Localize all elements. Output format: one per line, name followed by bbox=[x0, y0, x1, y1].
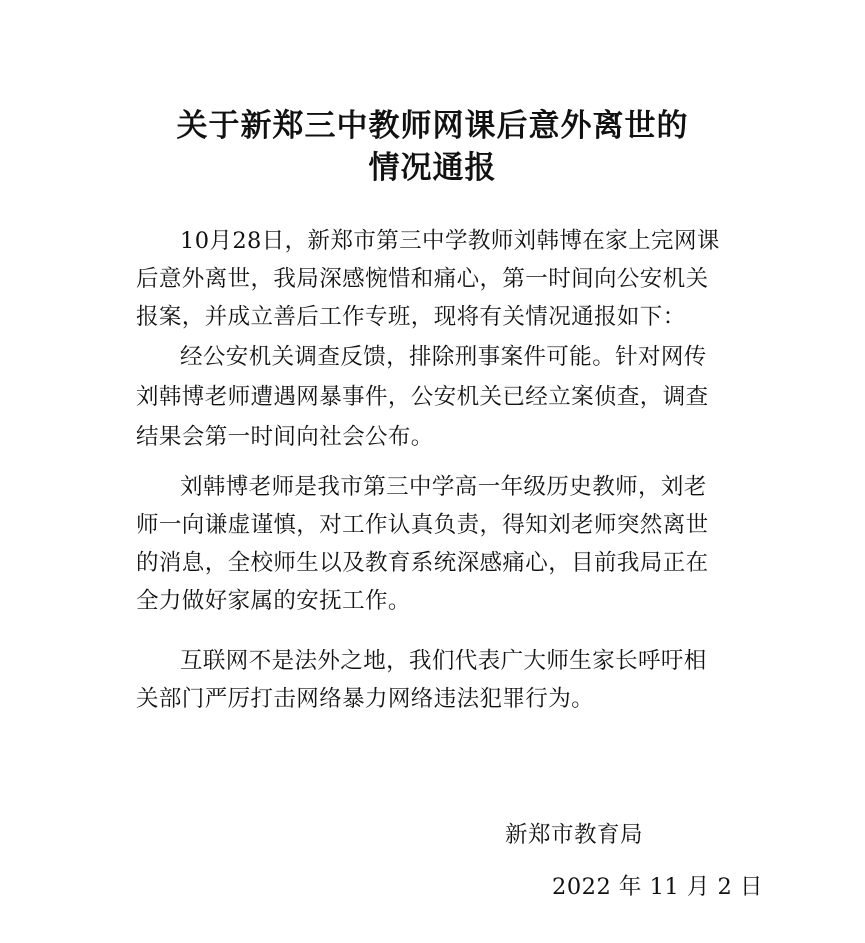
paragraph-1-line-2: 后意外离世，我局深感惋惜和痛心，第一时间向公安机关 bbox=[136, 266, 709, 292]
paragraph-3-line-4: 全力做好家属的安抚工作。 bbox=[136, 588, 411, 614]
paragraph-3-line-1: 刘韩博老师是我市第三中学高一年级历史教师，刘老 bbox=[180, 474, 707, 500]
issue-date: 2022 年 11 月 2 日 bbox=[552, 874, 763, 900]
paragraph-1-line-3: 报案，并成立善后工作专班，现将有关情况通报如下： bbox=[136, 304, 686, 330]
paragraph-3-line-2: 师一向谦虚谨慎，对工作认真负责，得知刘老师突然离世 bbox=[136, 512, 709, 538]
issuer-signature: 新郑市教育局 bbox=[505, 822, 644, 848]
paragraph-4-line-2: 关部门严厉打击网络暴力网络违法犯罪行为。 bbox=[136, 686, 595, 712]
paragraph-2-line-3: 结果会第一时间向社会公布。 bbox=[136, 424, 434, 450]
paragraph-1-line-1: 10月28日，新郑市第三中学教师刘韩博在家上完网课 bbox=[180, 228, 720, 254]
paragraph-2-line-1: 经公安机关调查反馈，排除刑事案件可能。针对网传 bbox=[180, 344, 707, 370]
paragraph-3-line-3: 的消息，全校师生以及教育系统深感痛心，目前我局正在 bbox=[136, 550, 709, 576]
document-title-line-2: 情况通报 bbox=[368, 150, 497, 186]
paragraph-2-line-2: 刘韩博老师遭遇网暴事件，公安机关已经立案侦查，调查 bbox=[136, 384, 709, 410]
document-title-line-1: 关于新郑三中教师网课后意外离世的 bbox=[176, 108, 689, 144]
paragraph-4-line-1: 互联网不是法外之地，我们代表广大师生家长呼吁相 bbox=[180, 648, 707, 674]
